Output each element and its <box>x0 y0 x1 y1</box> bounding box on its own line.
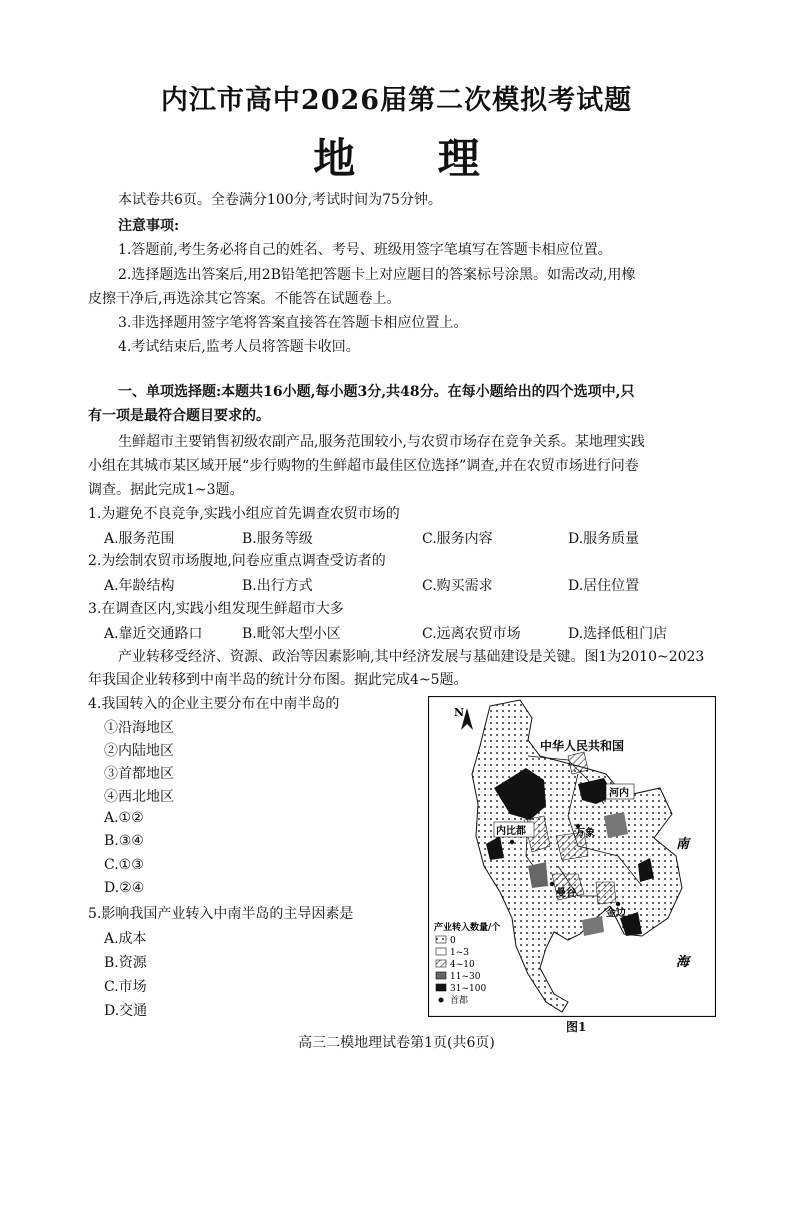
answer-option: C.远离农贸市场 <box>422 626 521 642</box>
passage-line: 年我国企业转移到中南半岛的统计分布图。据此完成4~5题。 <box>88 672 468 688</box>
capital-hanoi: 河内 <box>609 788 629 799</box>
question-stem: 3.在调查区内,实践小组发现生鲜超市大多 <box>88 601 344 617</box>
hatched-region <box>568 752 588 774</box>
answer-option: A.年龄结构 <box>104 578 175 594</box>
figure-label: 图1 <box>566 1020 587 1034</box>
capital-dot <box>550 882 554 886</box>
answer-option: D.居住位置 <box>568 578 640 594</box>
sea-label-south: 南 <box>676 837 690 852</box>
capital-vientiane: 万象 <box>575 828 595 839</box>
statement-item: ②内陆地区 <box>104 743 174 759</box>
hatched-region <box>596 882 616 904</box>
answer-option: A.服务范围 <box>104 531 175 547</box>
north-label: N <box>454 706 465 719</box>
indochina-map <box>428 696 716 1017</box>
legend-item: 4~10 <box>450 960 475 970</box>
capital-naypyidaw: 内比都 <box>496 826 526 837</box>
statement-item: ④西北地区 <box>104 789 174 805</box>
legend-item: 0 <box>450 936 456 946</box>
capital-dot <box>510 840 514 844</box>
section-heading: 一、单项选择题:本题共16小题,每小题3分,共48分。在每小题给出的四个选项中,只 <box>118 384 635 400</box>
notice-item: 2.选择题选出答案后,用2B铅笔把答题卡上对应题目的答案标号涂黑。如需改动,用橡 <box>118 267 636 283</box>
notice-item: 4.考试结束后,监考人员将答题卡收回。 <box>118 339 360 355</box>
answer-option: D.交通 <box>104 1003 148 1019</box>
answer-option: C.市场 <box>104 979 147 995</box>
question-stem: 4.我国转入的企业主要分布在中南半岛的 <box>88 696 340 712</box>
sea-label-sea: 海 <box>676 955 690 970</box>
answer-option: C.①③ <box>104 857 144 873</box>
capital-phnom-penh: 金边 <box>606 908 626 919</box>
page-footer: 高三二模地理试卷第1页(共6页) <box>298 1035 495 1051</box>
capital-dot <box>602 794 606 798</box>
legend-item: 1~3 <box>450 948 469 958</box>
notice-heading: 注意事项: <box>118 218 180 234</box>
exam-title: 内江市高中2026届第二次模拟考试题 <box>160 85 633 116</box>
answer-option: B.毗邻大型小区 <box>242 626 341 642</box>
capital-dot <box>576 824 580 828</box>
section-heading: 有一项是最符合题目要求的。 <box>88 408 270 424</box>
answer-option: A.靠近交通路口 <box>104 626 203 642</box>
answer-option: D.服务质量 <box>568 531 640 547</box>
legend-item: 31~100 <box>450 984 487 994</box>
question-stem: 1.为避免不良竞争,实践小组应首先调查农贸市场的 <box>88 506 400 522</box>
answer-option: B.服务等级 <box>242 531 313 547</box>
notice-item: 3.非选择题用签字笔将答案直接答在答题卡相应位置上。 <box>118 315 468 331</box>
answer-option: D.②④ <box>104 880 145 896</box>
answer-option: A.①② <box>104 810 144 826</box>
answer-option: B.出行方式 <box>242 578 313 594</box>
subject-title: 地 理 <box>313 134 514 183</box>
capital-bangkok: 曼谷 <box>556 888 576 899</box>
statement-item: ③首都地区 <box>104 766 174 782</box>
question-stem: 5.影响我国产业转入中南半岛的主导因素是 <box>88 906 354 922</box>
notice-item: 皮擦干净后,再选涂其它答案。不能答在试题卷上。 <box>88 291 401 307</box>
legend-item: 11~30 <box>450 972 481 982</box>
answer-option: B.③④ <box>104 833 144 849</box>
answer-option: C.服务内容 <box>422 531 493 547</box>
passage-line: 调查。据此完成1~3题。 <box>88 482 244 498</box>
answer-option: D.选择低租门店 <box>568 626 668 642</box>
passage-line: 生鲜超市主要销售初级农副产品,服务范围较小,与农贸市场存在竞争关系。某地理实践 <box>118 434 645 450</box>
capital-dot <box>616 902 620 906</box>
answer-option: A.成本 <box>104 931 147 947</box>
exam-intro: 本试卷共6页。全卷满分100分,考试时间为75分钟。 <box>118 192 442 208</box>
answer-option: B.资源 <box>104 955 147 971</box>
legend-title: 产业转入数量/个 <box>434 923 501 933</box>
answer-option: C.购买需求 <box>422 578 493 594</box>
country-label: 中华人民共和国 <box>540 739 625 753</box>
notice-item: 1.答题前,考生务必将自己的姓名、考号、班级用签字笔填写在答题卡相应位置。 <box>118 242 612 258</box>
legend-item: 首都 <box>450 996 469 1006</box>
statement-item: ①沿海地区 <box>104 720 174 736</box>
passage-line: 小组在其城市某区域开展“步行购物的生鲜超市最佳区位选择”调查,并在农贸市场进行问卷 <box>88 458 639 474</box>
passage-line: 产业转移受经济、资源、政治等因素影响,其中经济发展与基础建设是关键。图1为2010~2023 <box>118 649 705 665</box>
grey-region <box>604 812 628 838</box>
question-stem: 2.为绘制农贸市场腹地,问卷应重点调查受访者的 <box>88 553 386 569</box>
